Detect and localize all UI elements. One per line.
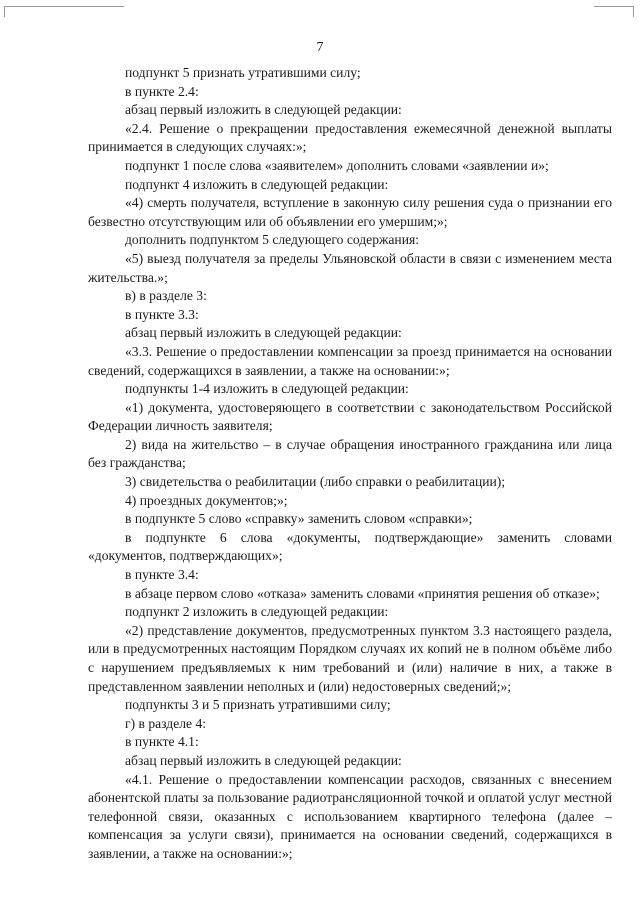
paragraph: подпункты 3 и 5 признать утратившими силу; [125,697,391,713]
paragraph: в подпункте 5 слово «справку» заменить словом «справки»; [125,511,473,527]
paragraph: подпункт 4 изложить в следующей редакции: [125,176,389,192]
paragraph: подпункты 1-4 изложить в следующей редакции: [125,381,409,397]
paragraph: в подпункте 6 слова «документы, подтверждающие» заменить словами «документов, подтверждающих»; [88,529,612,564]
paragraph: в пункте 4.1: [125,734,199,750]
paragraph: в пункте 3.3: [125,306,199,322]
paragraph: г) в разделе 4: [125,715,207,731]
paragraph: в) в разделе 3: [125,288,207,304]
paragraph: дополнить подпунктом 5 следующего содержания: [125,232,420,248]
paragraph: абзац первый изложить в следующей редакции: [125,102,402,118]
paragraph: «1) документа, удостоверяющего в соответствии с законодательством Российской Федерации личность заявителя; [88,399,612,434]
paragraph: в абзаце первом слово «отказа» заменить словами «принятия решения об отказе»; [125,585,600,601]
paragraph: 4) проездных документов;»; [125,492,288,508]
paragraph: «4.1. Решение о предоставлении компенсации расходов, связанных с внесением абонентской платы за пользование радиотрансляционной точкой и оплатой услуг местной телефонной связи, оказанных с использованием квартирного телефона (далее – компенсация за услуги связи), принимается на основании сведений, содержащихся в заявлении, а также на основании:»; [88,771,612,861]
scan-corner-mark-right [594,6,634,17]
paragraph: подпункт 5 признать утратившими силу; [125,65,361,80]
paragraph: абзац первый изложить в следующей редакции: [125,325,402,341]
paragraph: «3.3. Решение о предоставлении компенсации за проезд принимается на основании сведений, содержащихся в заявлении, а также на основании:»; [88,343,612,378]
paragraph: 2) вида на жительство – в случае обращения иностранного гражданина или лица без гражданства; [88,436,612,471]
document-body [88,64,612,864]
scan-corner-mark-left [4,6,124,17]
page-number: 7 [316,40,324,55]
paragraph: «2.4. Решение о прекращении предоставления ежемесячной денежной выплаты принимается в следующих случаях:»; [88,120,612,155]
paragraph: «4) смерть получателя, вступление в законную силу решения суда о признании его безвестно отсутствующим или об объявлении его умершим;»; [88,195,612,229]
paragraph: «5) выезд получателя за пределы Ульяновской области в связи с изменением места жительства.»; [88,250,612,285]
paragraph: подпункт 2 изложить в следующей редакции: [125,604,389,620]
paragraph: подпункт 1 после слова «заявителем» дополнить словами «заявлении и»; [125,157,549,173]
paragraph: в пункте 2.4: [125,83,199,99]
paragraph: в пункте 3.4: [125,567,199,583]
paragraph: абзац первый изложить в следующей редакции: [125,752,402,768]
paragraph: «2) представление документов, предусмотренных пунктом 3.3 настоящего раздела, или в предусмотренных настоящим Порядком случаях их копий не в полном объёме либо с нарушением предъявляемых к ним требований и (или) наличие в них, а также в представленном заявлении неполных и (или) недостоверных сведений;»; [88,622,612,694]
paragraph: 3) свидетельства о реабилитации (либо справки о реабилитации); [125,474,506,490]
